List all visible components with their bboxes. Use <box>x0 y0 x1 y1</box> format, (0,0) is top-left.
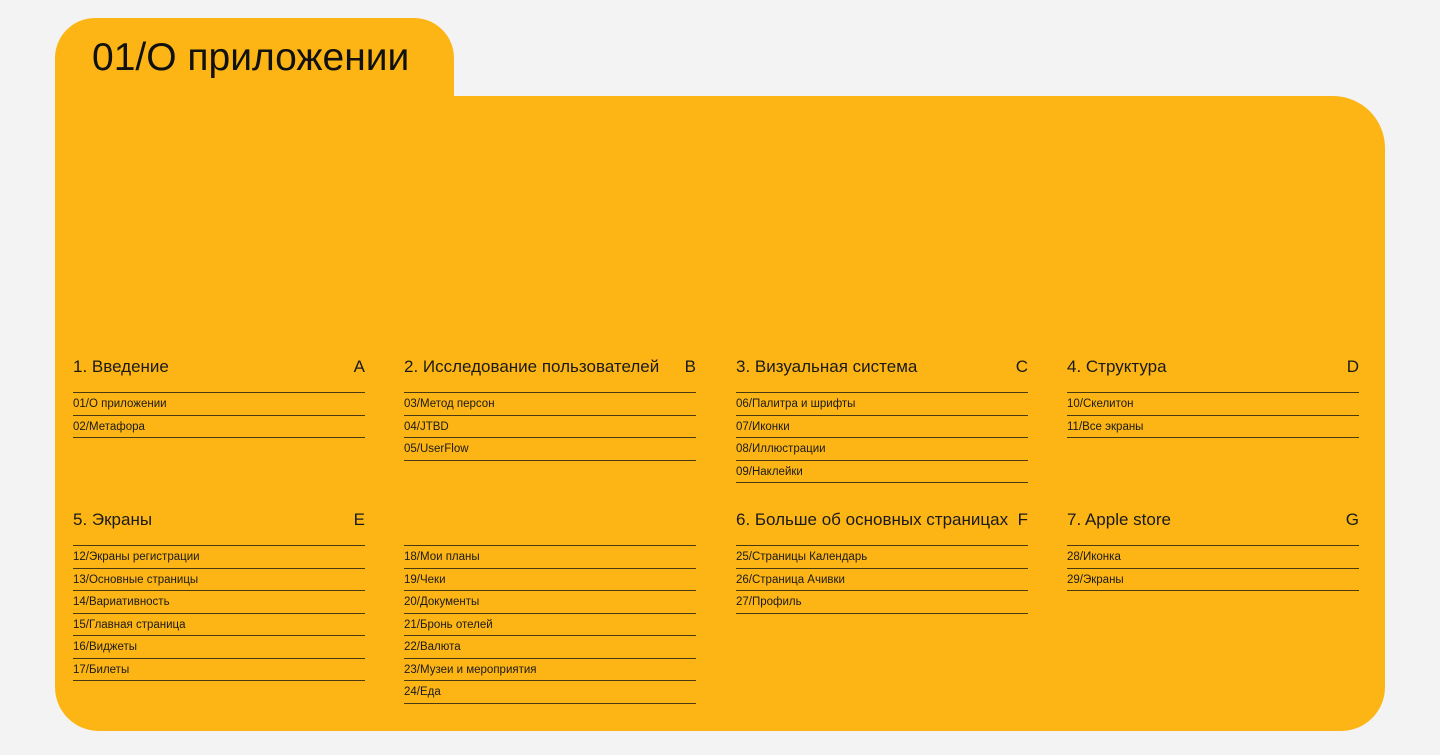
section-header <box>404 355 696 393</box>
folder-title: 01/О приложении <box>92 36 410 79</box>
section-title: 4. Структура <box>1067 357 1167 376</box>
toc-item[interactable]: 21/Бронь отелей <box>404 614 696 637</box>
toc-item[interactable]: 01/О приложении <box>73 393 365 416</box>
section-letter: F <box>1017 510 1028 529</box>
toc-item[interactable]: 04/JTBD <box>404 416 696 439</box>
toc-item[interactable]: 13/Основные страницы <box>73 569 365 592</box>
section-screens <box>73 508 365 681</box>
toc-item[interactable]: 07/Иконки <box>736 416 1028 439</box>
toc-item[interactable]: 09/Наклейки <box>736 461 1028 484</box>
section-header <box>73 355 365 393</box>
toc-item[interactable]: 27/Профиль <box>736 591 1028 614</box>
toc-item[interactable]: 15/Главная страница <box>73 614 365 637</box>
toc-item[interactable]: 26/Страница Ачивки <box>736 569 1028 592</box>
section-letter: B <box>684 357 696 376</box>
section-screens-continued <box>404 508 696 704</box>
section-header <box>1067 508 1359 546</box>
section-title: 3. Визуальная система <box>736 357 918 376</box>
section-main-pages <box>736 508 1028 614</box>
item-list <box>1067 546 1359 591</box>
section-title: 6. Больше об основных страницах <box>736 510 1009 529</box>
item-list <box>736 546 1028 614</box>
toc-item[interactable]: 03/Метод персон <box>404 393 696 416</box>
toc-item[interactable]: 22/Валюта <box>404 636 696 659</box>
toc-item[interactable]: 20/Документы <box>404 591 696 614</box>
item-list <box>404 546 696 704</box>
toc-item[interactable]: 08/Иллюстрации <box>736 438 1028 461</box>
section-letter: E <box>353 510 365 529</box>
toc-item[interactable]: 10/Скелитон <box>1067 393 1359 416</box>
toc-item[interactable]: 16/Виджеты <box>73 636 365 659</box>
section-header <box>736 508 1028 546</box>
toc-item[interactable]: 28/Иконка <box>1067 546 1359 569</box>
section-introduction <box>73 355 365 438</box>
toc-item[interactable]: 06/Палитра и шрифты <box>736 393 1028 416</box>
section-letter: G <box>1345 510 1359 529</box>
section-letter: C <box>1015 357 1028 376</box>
section-letter: A <box>353 357 365 376</box>
section-user-research <box>404 355 696 461</box>
toc-item[interactable]: 25/Страницы Календарь <box>736 546 1028 569</box>
toc-item[interactable]: 23/Музеи и мероприятия <box>404 659 696 682</box>
toc-item[interactable]: 19/Чеки <box>404 569 696 592</box>
section-header <box>736 355 1028 393</box>
toc-item[interactable]: 18/Мои планы <box>404 546 696 569</box>
toc-item[interactable]: 29/Экраны <box>1067 569 1359 592</box>
item-list <box>1067 393 1359 438</box>
section-letter: D <box>1346 357 1359 376</box>
section-header <box>1067 355 1359 393</box>
section-visual-system <box>736 355 1028 483</box>
item-list <box>404 393 696 461</box>
section-title: 7. Apple store <box>1067 510 1171 529</box>
item-list <box>736 393 1028 483</box>
section-title: 1. Введение <box>73 357 169 376</box>
section-header <box>404 508 696 546</box>
toc-item[interactable]: 12/Экраны регистрации <box>73 546 365 569</box>
section-title: 2. Исследование пользователей <box>404 357 660 376</box>
toc-item[interactable]: 11/Все экраны <box>1067 416 1359 439</box>
toc-item[interactable]: 02/Метафора <box>73 416 365 439</box>
item-list <box>73 546 365 681</box>
toc-item[interactable]: 14/Вариативность <box>73 591 365 614</box>
toc-item[interactable]: 17/Билеты <box>73 659 365 682</box>
item-list <box>73 393 365 438</box>
section-title: 5. Экраны <box>73 510 153 529</box>
toc-item[interactable]: 05/UserFlow <box>404 438 696 461</box>
section-header <box>73 508 365 546</box>
toc-item[interactable]: 24/Еда <box>404 681 696 704</box>
section-apple-store <box>1067 508 1359 591</box>
section-structure <box>1067 355 1359 438</box>
